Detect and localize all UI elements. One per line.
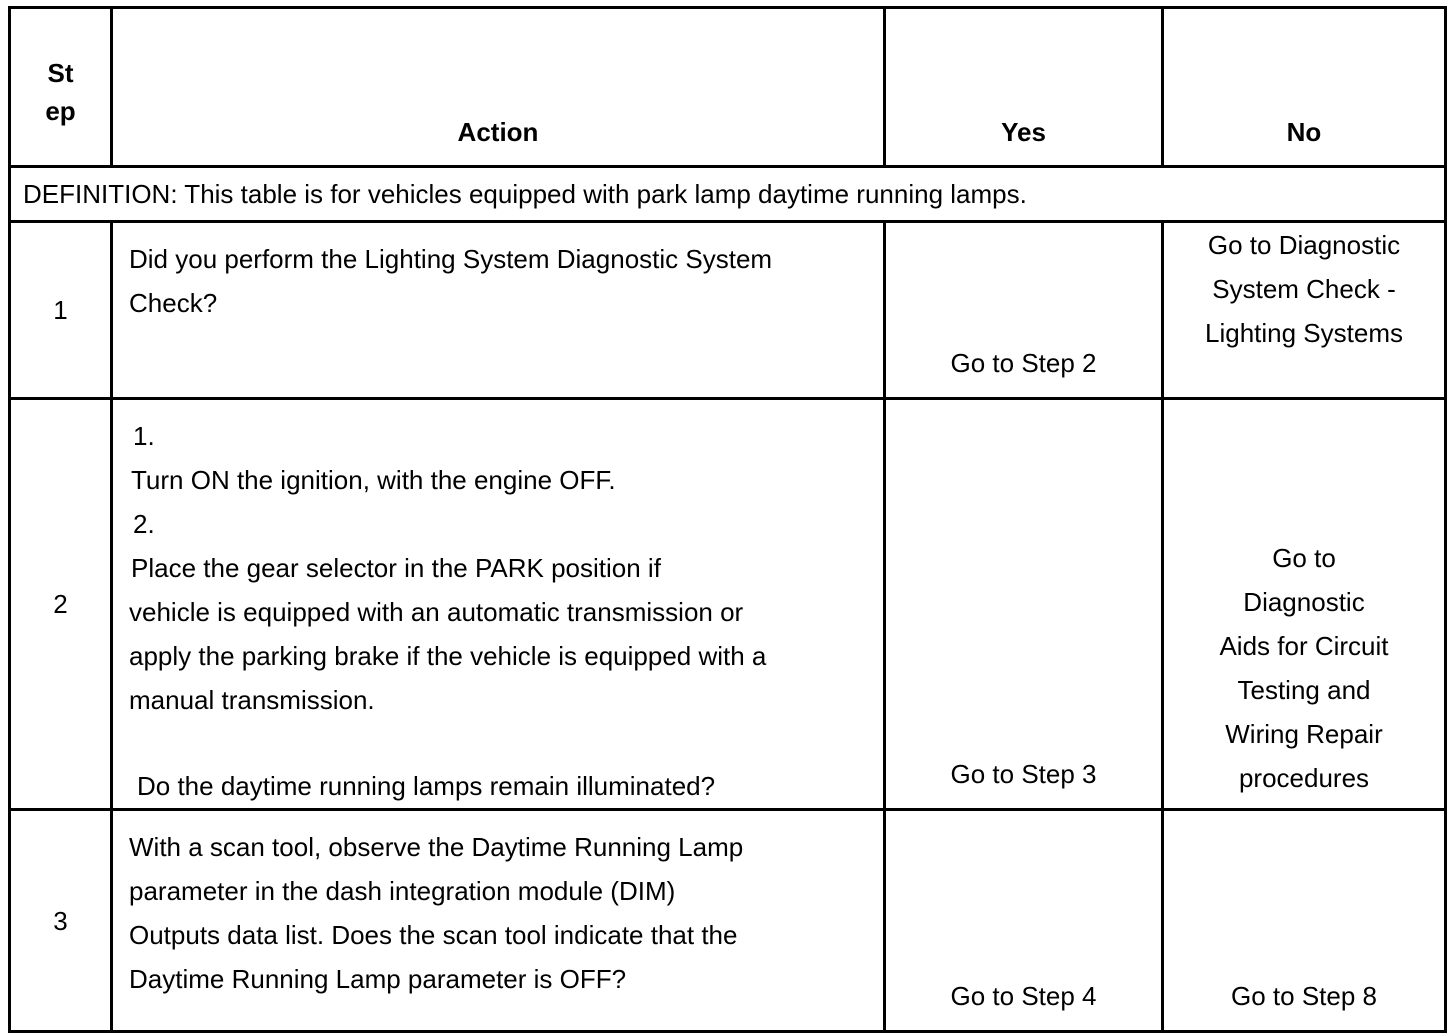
action-line: vehicle is equipped with an automatic transmission or — [129, 597, 744, 627]
action-line: Daytime Running Lamp parameter is OFF? — [129, 964, 627, 994]
action-line: Outputs data list. Does the scan tool indicate that the — [129, 920, 738, 950]
header-no: No — [1163, 8, 1446, 167]
header-step-line-1: St — [47, 58, 74, 88]
no-line: Go to Diagnostic — [1207, 230, 1401, 260]
item-text: Place the gear selector in the PARK position if — [131, 553, 661, 583]
no-line: procedures — [1238, 763, 1370, 793]
definition-row — [10, 167, 1446, 222]
yes-cell: Go to Step 3 — [885, 399, 1163, 810]
step-number: 2 — [10, 399, 112, 810]
numbered-item — [129, 502, 873, 590]
item-text: Turn ON the ignition, with the engine OFF. — [131, 465, 616, 495]
no-line: Diagnostic — [1243, 587, 1365, 617]
table-row — [10, 810, 1446, 1032]
diagnostic-table — [8, 6, 1447, 1033]
item-number: 2. — [133, 509, 155, 539]
yes-cell: Go to Step 4 — [885, 810, 1163, 1032]
header-action: Action — [112, 8, 885, 167]
action-line: Did you perform the Lighting System Diagnostic System — [129, 244, 773, 274]
no-cell: Go to Step 8 — [1163, 810, 1446, 1032]
header-yes: Yes — [885, 8, 1163, 167]
header-step — [10, 8, 112, 167]
no-line: Go to — [1272, 543, 1336, 573]
no-line: System Check - — [1212, 274, 1396, 304]
action-cell — [112, 222, 885, 399]
action-line: Check? — [129, 288, 218, 318]
action-cell — [112, 399, 885, 810]
no-line: Wiring Repair — [1225, 719, 1383, 749]
action-line: manual transmission. — [129, 685, 375, 715]
header-step-line-2: ep — [45, 96, 76, 126]
item-number: 1. — [133, 421, 155, 451]
no-line: Lighting Systems — [1205, 318, 1403, 348]
no-line: Aids for Circuit — [1219, 631, 1389, 661]
yes-cell: Go to Step 2 — [885, 222, 1163, 399]
definition-text: DEFINITION: This table is for vehicles equipped with park lamp daytime running lamps. — [10, 167, 1446, 222]
no-cell — [1163, 222, 1446, 399]
table-header-row — [10, 8, 1446, 167]
step-number: 1 — [10, 222, 112, 399]
table-row — [10, 222, 1446, 399]
step-number: 3 — [10, 810, 112, 1032]
numbered-item — [129, 414, 873, 502]
no-line: Testing and — [1237, 675, 1371, 705]
action-line: parameter in the dash integration module (DIM) — [129, 876, 676, 906]
table-row — [10, 399, 1446, 810]
action-question: Do the daytime running lamps remain illuminated? — [137, 771, 716, 801]
action-cell — [112, 810, 885, 1032]
no-cell — [1163, 399, 1446, 810]
spacer — [129, 722, 873, 764]
action-line: apply the parking brake if the vehicle is equipped with a — [129, 641, 767, 671]
action-line: With a scan tool, observe the Daytime Running Lamp — [129, 832, 744, 862]
